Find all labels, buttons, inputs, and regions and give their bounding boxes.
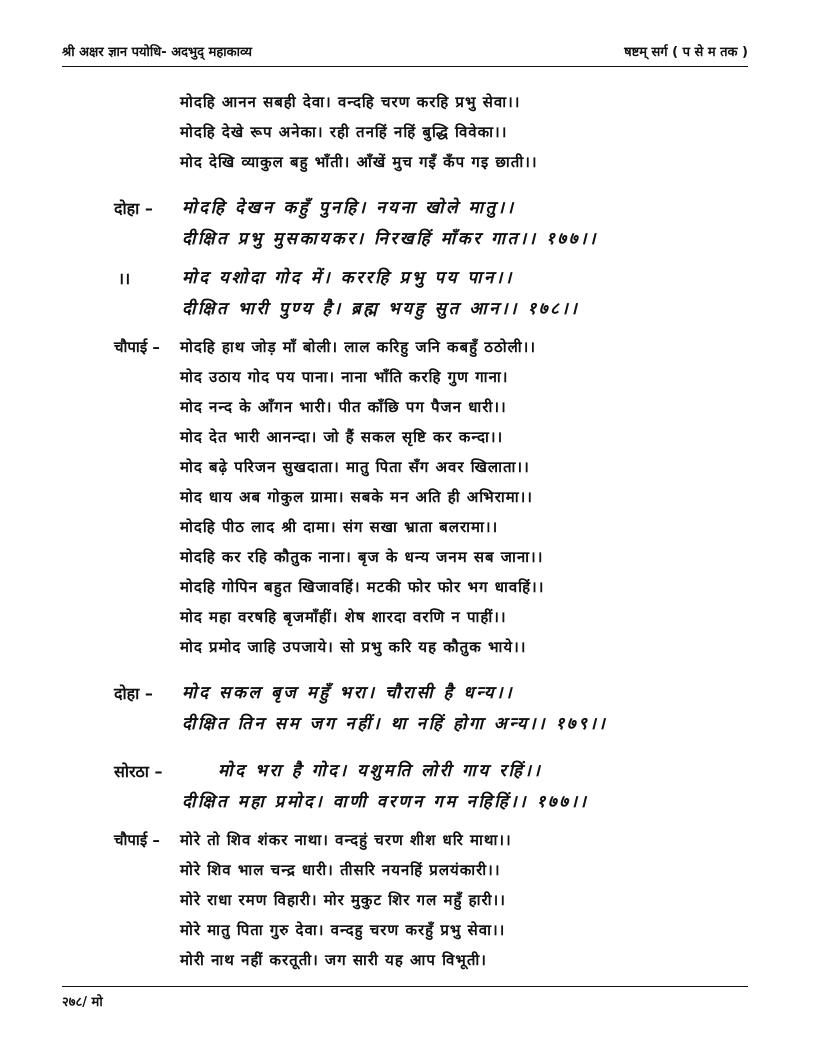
header-book-title: श्री अक्षर ज्ञान पयोधि- अदभुद् महाकाव्य xyxy=(62,45,252,60)
page-number: २७८/ मो xyxy=(62,995,103,1010)
page-header xyxy=(62,40,748,66)
verse-line: मोद प्रमोद जाहि उपजाये। सो प्रभु करि यह कौतुक भाये।। xyxy=(180,638,527,656)
verse-line: मोद बढ़े परिजन सुखदाता। मातु पिता सँग अवर खिलाता।। xyxy=(180,458,530,476)
footer-rule xyxy=(62,986,748,987)
verse-line: मोदहि पीठ लाद श्री दामा। संग सखा भ्राता बलरामा।। xyxy=(180,518,499,536)
verse-line: मोरे शिव भाल चन्द्र धारी। तीसरि नयनहिं प्रलयंकारी।। xyxy=(180,861,501,879)
verse-line: दीक्षित भारी पुण्य है। ब्रह्म भयहु सुत आन।। १७८।। xyxy=(182,299,580,319)
verse-line: मोरे राधा रमण विहारी। मोर मुकुट शिर गल महुँ हारी।। xyxy=(180,891,506,909)
verse-line: मोद धाय अब गोकुल ग्रामा। सबके मन अति ही अभिरामा।। xyxy=(180,488,533,506)
verse-line: दीक्षित प्रभु मुसकायकर। निरखहिं माँकर गात।। १७७।। xyxy=(182,229,598,249)
verse-line: मोदहि गोपिन बहुत खिजावहिं। मटकी फोर फोर भग धावहिं।। xyxy=(180,578,545,596)
verse-line: मोदहि कर रहि कौतुक नाना। बृज के धन्य जनम सब जाना।। xyxy=(180,548,544,566)
verse-line: दीक्षित तिन सम जग नहीं। था नहिं होगा अन्य।। १७९।। xyxy=(182,714,608,734)
verse-line: मोद नन्द के आँगन भारी। पीत काँछि पग पैजन धारी।। xyxy=(180,398,507,416)
verse-line: मोद महा वरषहि बृजमाँहीं। शेष शारदा वरणि न पाहीं।। xyxy=(180,608,507,626)
verse-label: दोहा – xyxy=(114,199,153,218)
verse-label: चौपाई – xyxy=(114,831,160,849)
header-chapter: षष्टम् सर्ग ( प से म तक ) xyxy=(624,45,748,60)
verse-line: मोद देखि व्याकुल बहु भाँती। आँखें मुच गइँ कँप गइ छाती।। xyxy=(180,153,538,171)
verse-line: मोदहि देखन कहुँ पुनहि। नयना खोले मातु।। xyxy=(182,198,516,218)
verse-line: मोदहि हाथ जोड़ माँ बोली। लाल करिहु जनि कबहुँ ठठोली।। xyxy=(180,338,537,356)
verse-line: मोद सकल बृज महुँ भरा। चौरासी है धन्य।। xyxy=(182,683,515,703)
verse-label: सोरठा – xyxy=(114,762,163,781)
header-rule xyxy=(62,66,748,67)
verse-line: मोरी नाथ नहीं करतूती। जग सारी यह आप विभूती। xyxy=(180,951,487,969)
verse-line: मोदहि आनन सबही देवा। वन्दहि चरण करहि प्रभु सेवा।। xyxy=(180,93,521,111)
verse-line: मोद भरा है गोद। यशुमति लोरी गाय रहिं।। xyxy=(218,761,543,781)
verse-line: मोद देत भारी आनन्दा। जो हैं सकल सृष्टि कर कन्दा।। xyxy=(180,428,504,446)
verse-line: मोद उठाय गोद पय पाना। नाना भाँति करहि गुण गाना। xyxy=(180,368,509,386)
verse-line: मोरे मातु पिता गुरु देवा। वन्दहु चरण करहुँ प्रभु सेवा।। xyxy=(180,921,506,939)
verse-label: ।। xyxy=(118,269,131,288)
verse-line: मोद यशोदा गोद में। कररहि प्रभु पय पान।। xyxy=(182,268,514,288)
verse-line: दीक्षित महा प्रमोद। वाणी वरणन गम नहिहिं।। १७७।। xyxy=(182,792,589,812)
verse-line: मोरे तो शिव शंकर नाथा। वन्दहुं चरण शीश धरि माथा।। xyxy=(180,831,512,849)
verse-line: मोदहि देखे रूप अनेका। रही तनहिं नहिं बुद्धि विवेका।। xyxy=(180,123,508,141)
verse-label: दोहा – xyxy=(114,684,153,703)
verse-label: चौपाई – xyxy=(114,338,160,356)
